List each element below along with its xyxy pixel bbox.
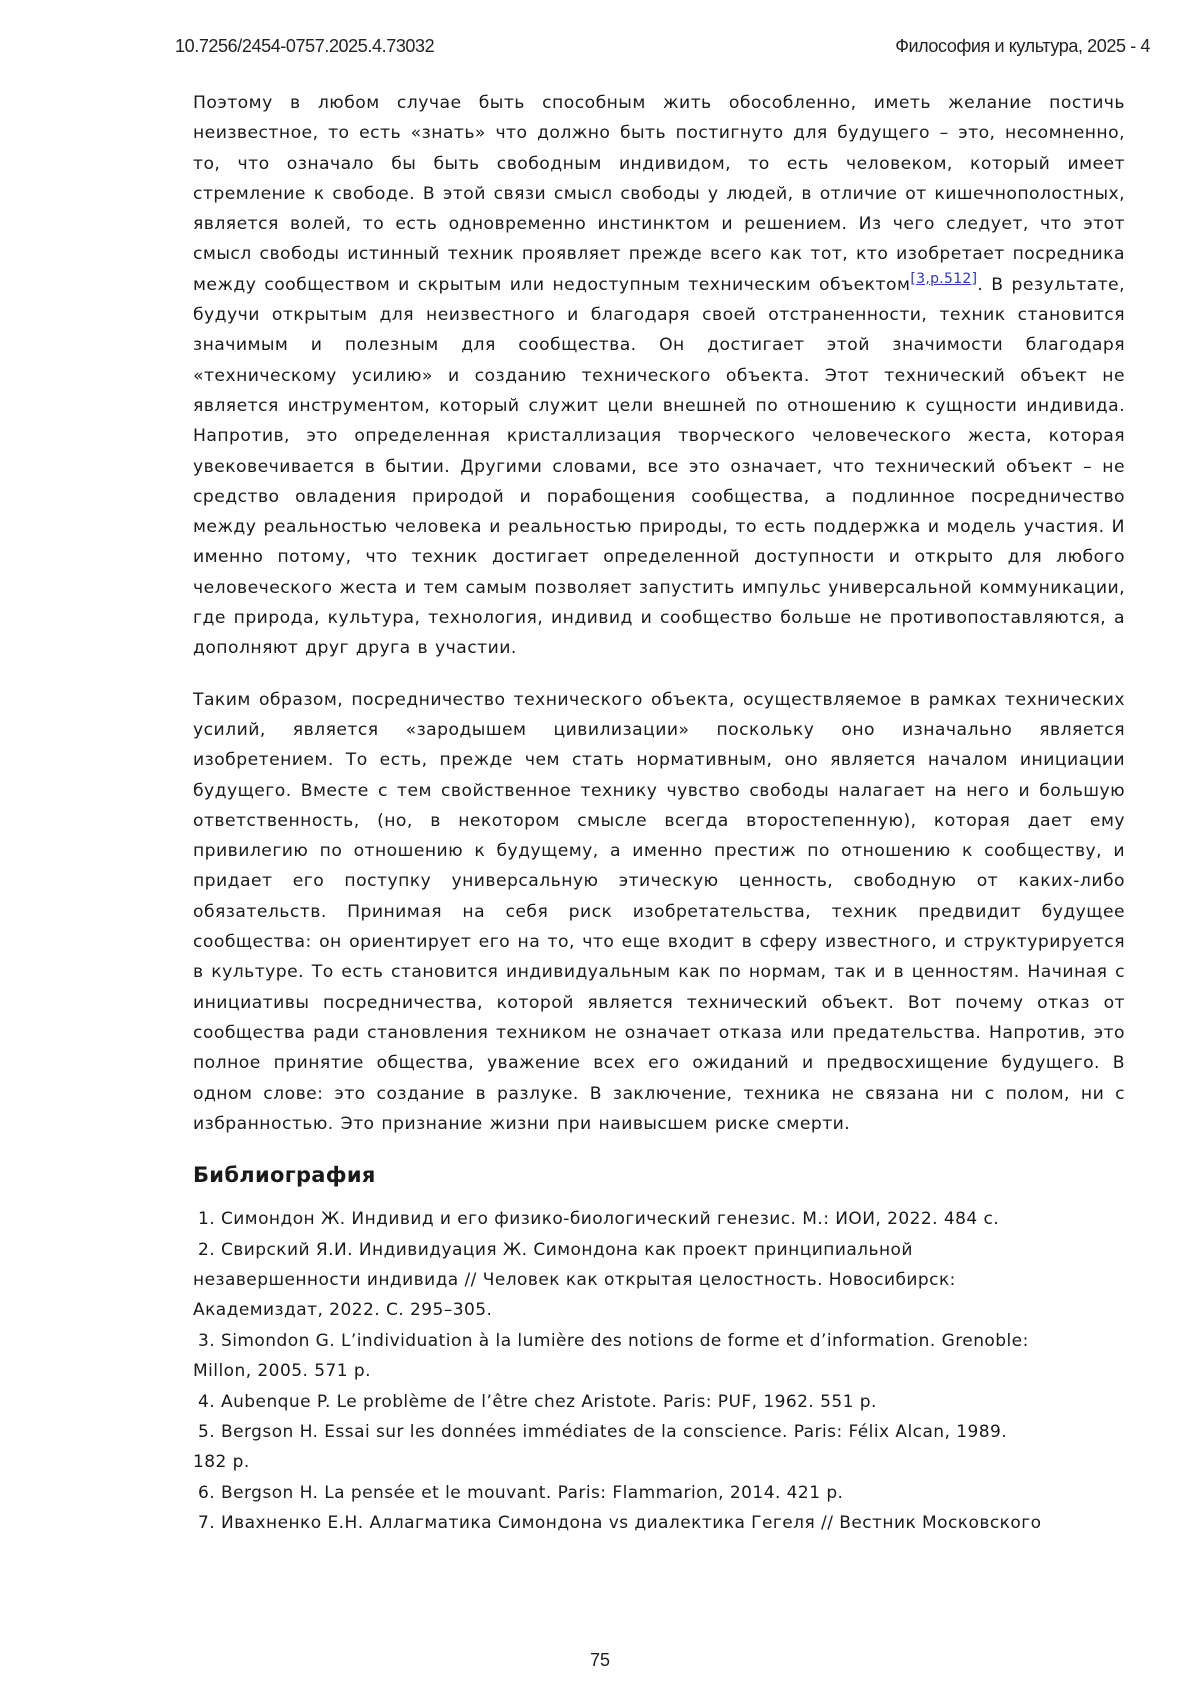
bib-item-number: 3.: [198, 1330, 216, 1351]
bib-item-text: Aubenque P. Le problème de l’être chez Aristote. Paris: PUF, 1962. 551 p.: [220, 1391, 877, 1412]
bib-item-number: 4.: [198, 1391, 216, 1412]
page-number: 75: [589, 1650, 611, 1670]
paragraph-2: Таким образом, посредничество технического объекта, осуществляемое в рамках технических усилий, является «зародышем цивилизации» поскольку оно изначально является изобретением. То есть, прежде чем стать нормативным, оно является началом инициации будущего. Вместе с тем свойственное технику чувство свободы налагает на него и большую ответственность, (но, в некотором смысле всегда второстепенную), которая дает ему привилегию по отношению к будущему, а именно престиж по отношению к сообществу, и придает его поступку универсальную этическую ценность, свободную от каких-либо обязательств. Принимая на себя риск изобретательства, техник предвидит будущее сообщества: он ориентирует его на то, что еще входит в сферу известного, и структурируется в культуре. То есть становится индивидуальным как по нормам, так и в ценностям. Начиная с инициативы посредничества, которой является технический объект. Вот почему отказ от сообщества ради становления техником не означает отказа или предательства. Напротив, это полное принятие общества, уважение всех его ожиданий и предвосхищение будущего. В одном слове: это создание в разлуке. В заключение, техника не связана ни с полом, ни с избранностью. Это признание жизни при наивысшем риске смерти.: [193, 689, 1125, 1134]
journal-title: Философия и культура, 2025 - 4: [895, 36, 1150, 56]
bib-item-text: Bergson H. Essai sur les données immédiates de la conscience. Paris: Félix Alcan, 1989.: [220, 1421, 1008, 1442]
citation-link[interactable]: [3,p.512]: [910, 270, 978, 287]
bibliography-list: [193, 1204, 1125, 1538]
bib-item-number: 6.: [198, 1482, 216, 1503]
paragraph-1-text-b: . В результате, будучи открытым для неизвестного и благодаря своей отстраненности, техник становится значимым и полезным для сообщества. Он достигает этой значимости благодаря «техническому усилию» и созданию технического объекта. Этот технический объект не является инструментом, который служит цели внешней по отношению к сущности индивида. Напротив, это определенная кристаллизация творческого человеческого жеста, которая увековечивается в бытии. Другими словами, все это означает, что технический объект – не средство овладения природой и порабощения сообщества, а подлинное посредничество между реальностью человека и реальностью природы, то есть поддержка и модель участия. И именно потому, что техник достигает определенной доступности и открыто для любого человеческого жеста и тем самым позволяет запустить импульс универсальной коммуникации, где природа, культура, технология, индивид и сообщество больше не противопоставляются, а дополняют друг друга в участии.: [193, 274, 1125, 659]
bibliography-heading: Библиография: [193, 1163, 376, 1188]
bib-item-text: Свирский Я.И. Индивидуация Ж. Симондона как проект принципиальной: [220, 1239, 913, 1260]
bib-item-text: Simondon G. L’individuation à la lumière des notions de forme et d’information. Grenoble:: [220, 1330, 1029, 1351]
paragraph-1-text-a: Поэтому в любом случае быть способным жить обособленно, иметь желание постичь неизвестное, то есть «знать» что должно быть постигнуто для будущего – это, несомненно, то, что означало бы быть свободным индивидом, то есть человеком, который имеет стремление к свободе. В этой связи смысл свободы у людей, в отличие от кишечнополостных, является волей, то есть одновременно инстинктом и решением. Из чего следует, что этот смысл свободы истинный техник проявляет прежде всего как тот, кто изобретает посредника между сообществом и скрытым или недоступным техническим объектом: [193, 93, 1125, 295]
bib-item: [193, 1204, 1125, 1234]
bib-item-continuation: 182 p.: [193, 1452, 250, 1473]
running-header: [175, 36, 1150, 62]
bib-item: [193, 1387, 1125, 1417]
bib-item-number: 5.: [198, 1421, 216, 1442]
paragraph-1: [193, 88, 1125, 664]
bib-item-continuation: Millon, 2005. 571 p.: [193, 1361, 371, 1382]
bib-item-text: Симондон Ж. Индивид и его физико-биологический генезис. М.: ИОИ, 2022. 484 с.: [220, 1209, 1000, 1230]
bib-item-continuation: Академиздат, 2022. С. 295–305.: [193, 1300, 493, 1321]
bib-item: [193, 1235, 1125, 1265]
bib-item-number: 2.: [198, 1239, 216, 1260]
bib-item-text: Ивахненко Е.Н. Аллагматика Симондона vs диалектика Гегеля // Вестник Московского: [220, 1513, 1042, 1534]
bib-item-continuation: незавершенности индивида // Человек как открытая целостность. Новосибирск:: [193, 1269, 956, 1290]
doi-text: 10.7256/2454-0757.2025.4.73032: [175, 36, 435, 56]
bib-item: [193, 1326, 1125, 1356]
bib-item-number: 7.: [198, 1513, 216, 1534]
bib-item: [193, 1417, 1125, 1447]
article-body: [193, 88, 1125, 1539]
bib-item: [193, 1508, 1125, 1538]
bib-item-text: Bergson H. La pensée et le mouvant. Paris: Flammarion, 2014. 421 p.: [220, 1482, 844, 1503]
bib-item-number: 1.: [198, 1209, 216, 1230]
bib-item: [193, 1478, 1125, 1508]
